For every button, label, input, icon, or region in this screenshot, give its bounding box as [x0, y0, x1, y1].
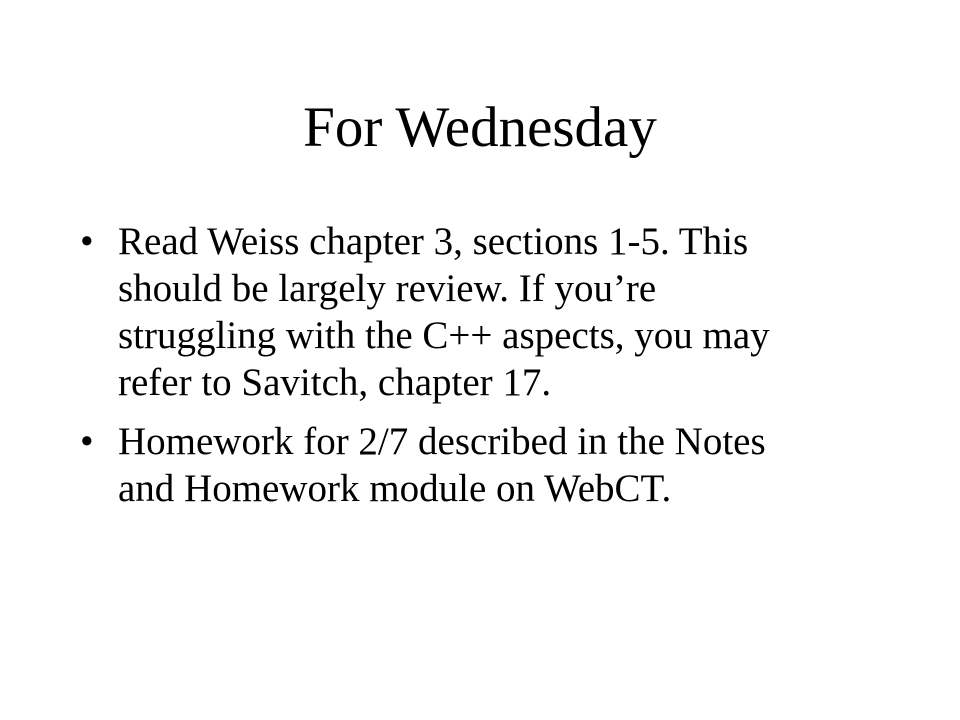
bullet-marker: •	[80, 220, 94, 263]
bullet-item	[80, 218, 860, 406]
bullet-marker: •	[80, 420, 94, 463]
bullet-list	[80, 218, 860, 524]
bullet-item	[80, 418, 860, 512]
slide-title: For Wednesday	[303, 96, 657, 159]
bullet-text: Homework for 2/7 described in the Notes and Homework module on WebCT.	[118, 420, 766, 510]
bullet-text: Read Weiss chapter 3, sections 1-5. This should be largely review. If you’re struggling with the C++ aspects, you may refer to Savitch, chapter 17.	[118, 220, 770, 404]
